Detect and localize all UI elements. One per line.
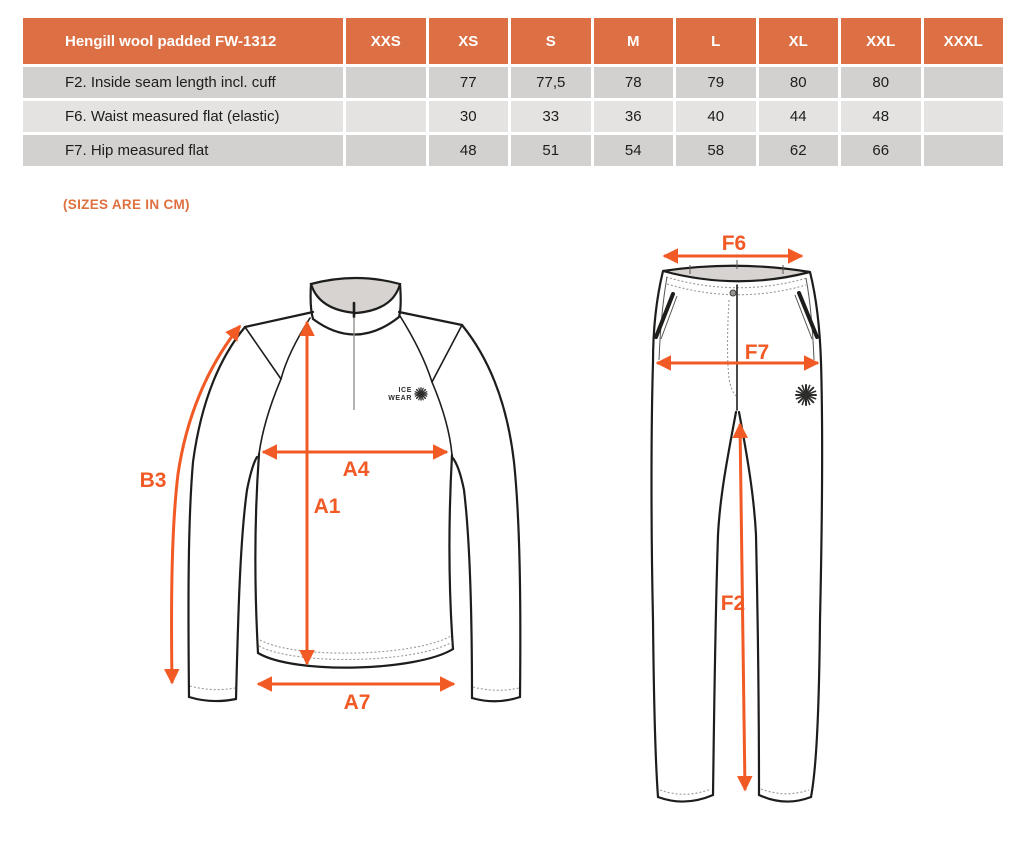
size-col-s: S (511, 18, 591, 64)
size-col-xxs: XXS (346, 18, 426, 64)
size-col-l: L (676, 18, 756, 64)
cell-value: 80 (759, 67, 839, 98)
snowflake-icon (415, 388, 427, 400)
sizes-note: (SIZES ARE IN CM) (63, 197, 190, 212)
cell-value: 78 (594, 67, 674, 98)
cell-value: 48 (841, 101, 921, 132)
pants-diagram (652, 232, 823, 802)
measurement-row-label: F6. Waist measured flat (elastic) (23, 101, 343, 132)
icewear-logo (388, 387, 427, 402)
sweater-diagram (140, 278, 521, 714)
size-col-xs: XS (429, 18, 509, 64)
b3-sleeve-arrow (172, 326, 240, 683)
cell-value: 33 (511, 101, 591, 132)
cell-value: 36 (594, 101, 674, 132)
measurement-label-f2: F2 (720, 592, 746, 615)
cell-value: 51 (511, 135, 591, 166)
cell-value: 80 (841, 67, 921, 98)
measurement-label-f7: F7 (744, 341, 770, 364)
cell-value: 40 (676, 101, 756, 132)
cell-value: 44 (759, 101, 839, 132)
cell-value: 58 (676, 135, 756, 166)
right-pocket-opening (799, 293, 817, 337)
cell-value: 62 (759, 135, 839, 166)
size-col-xxxl: XXXL (924, 18, 1004, 64)
measurement-label-a7: A7 (343, 691, 371, 714)
logo-text-line1: ICE (398, 387, 412, 394)
size-col-xxl: XXL (841, 18, 921, 64)
measurement-label-a4: A4 (342, 458, 370, 481)
measurement-label-f6: F6 (721, 232, 747, 255)
logo-text-line2: WEAR (388, 395, 412, 402)
cell-value: 30 (429, 101, 509, 132)
cell-value: 77 (429, 67, 509, 98)
product-name-header: Hengill wool padded FW-1312 (23, 18, 343, 64)
cell-value: 48 (429, 135, 509, 166)
measurement-row-label: F2. Inside seam length incl. cuff (23, 67, 343, 98)
measurement-row-label: F7. Hip measured flat (23, 135, 343, 166)
snowflake-icon (796, 385, 816, 405)
size-col-xl: XL (759, 18, 839, 64)
measurement-label-a1: A1 (313, 495, 341, 518)
cell-value: 79 (676, 67, 756, 98)
waist-button (730, 290, 736, 296)
collar-opening (311, 278, 400, 313)
cell-value: 77,5 (511, 67, 591, 98)
cell-value: 54 (594, 135, 674, 166)
size-col-m: M (594, 18, 674, 64)
measurement-label-b3: B3 (139, 469, 167, 492)
cell-value: 66 (841, 135, 921, 166)
